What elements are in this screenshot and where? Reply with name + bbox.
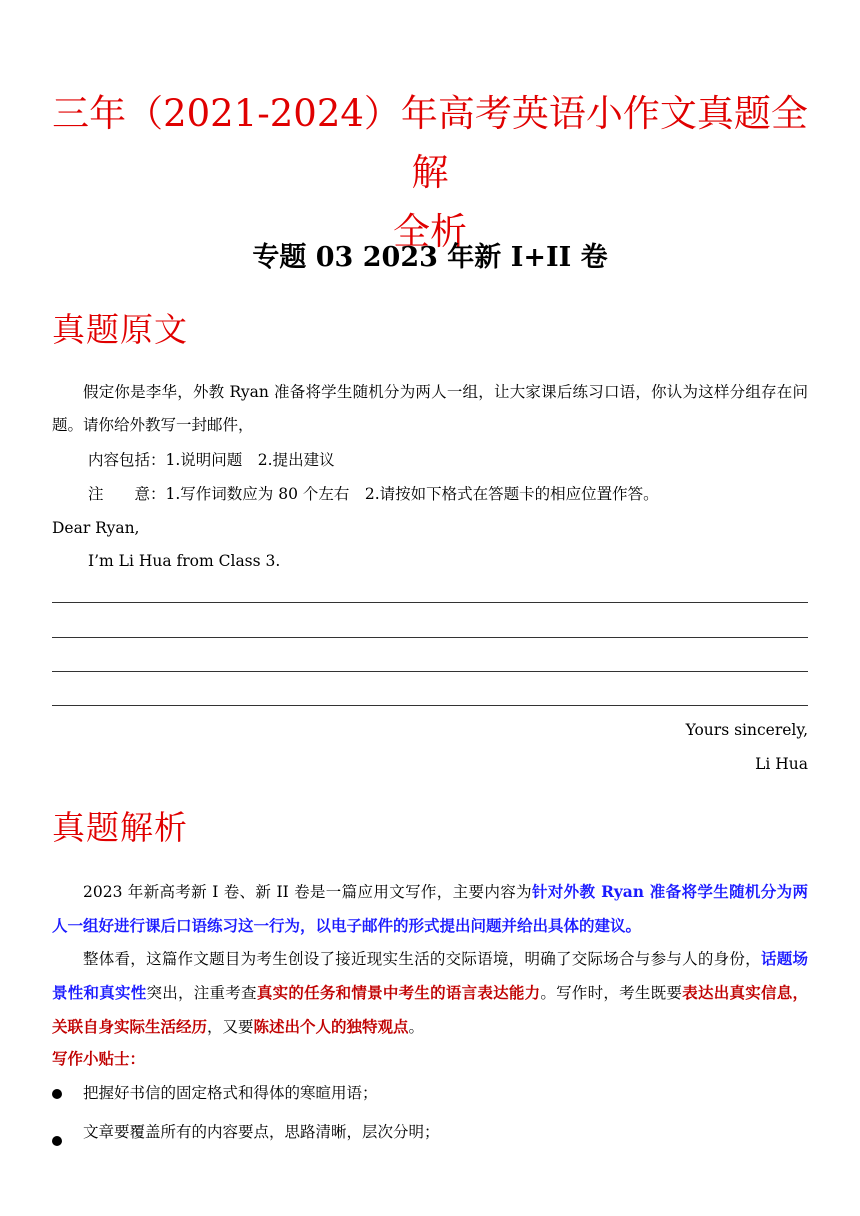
bullet-dot-icon bbox=[52, 1136, 62, 1146]
answer-line bbox=[52, 637, 808, 638]
analysis-p2-highlight-red: 陈述出个人的独特观点 bbox=[253, 1017, 409, 1036]
note-label: 注 意： bbox=[88, 485, 166, 503]
prompt-part-1: 假定你是李华，外教 Ryan 准备将学生随机分为两人一组，让大家课后练习口语，你认为这样分 bbox=[83, 383, 746, 401]
analysis-p2-highlight-blue: 话题场景性和真实性 bbox=[52, 949, 808, 1002]
analysis-p1-highlight: 针对外教 Ryan 准备将学生随机分为两人一组好进行课后口语练习这一行为，以电子邮件的形式提出问题并给出具体的建议。 bbox=[52, 882, 809, 935]
tip-text: 把握好书信的固定格式和得体的寒暄用语； bbox=[83, 1084, 378, 1102]
section-heading-original: 真题原文 bbox=[52, 310, 188, 349]
document-subtitle: 专题 03 2023 年新 I+II 卷 bbox=[252, 242, 608, 273]
title-line-2: 全析 bbox=[393, 210, 467, 253]
analysis-p2-text: 突出，注重考查 bbox=[146, 984, 257, 1002]
letter-signature: Li Hua bbox=[755, 755, 808, 773]
tip-text: 文章要覆盖所有的内容要点，思路清晰，层次分明； bbox=[83, 1123, 440, 1141]
analysis-p1-text: 2023 年新高考新 I 卷、新 II 卷是一篇应用文写作，主要内容为 bbox=[83, 883, 532, 901]
analysis-p2-text: 整体看，这篇作文题目为考生创设了接近现实生活的交际语境，明确了交际场合与参与人的身份， bbox=[83, 950, 761, 968]
letter-intro: I’m Li Hua from Class 3. bbox=[88, 552, 281, 570]
content-requirements: 内容包括：1.说明问题 2.提出建议 bbox=[88, 451, 335, 469]
answer-line bbox=[52, 602, 808, 603]
analysis-paragraph-1 bbox=[52, 875, 808, 943]
section-heading-analysis: 真题解析 bbox=[52, 808, 188, 847]
analysis-p2-highlight-red: 表达出真实信息，关联自身实际生活经历 bbox=[52, 983, 808, 1036]
title-line-1: 三年（2021-2024）年高考英语小作文真题全解 bbox=[52, 92, 808, 194]
prompt-paragraph bbox=[52, 376, 808, 442]
document-title bbox=[40, 84, 820, 261]
letter-closing: Yours sincerely, bbox=[685, 721, 808, 739]
letter-greeting: Dear Ryan, bbox=[52, 519, 140, 537]
note-text: 1.写作词数应为 80 个左右 2.请按如下格式在答题卡的相应位置作答。 bbox=[165, 485, 659, 503]
answer-line bbox=[52, 671, 808, 672]
writing-tips-label: 写作小贴士： bbox=[52, 1049, 146, 1068]
analysis-p2-highlight-red: 真实的任务和情景中考生的语言表达能力 bbox=[256, 983, 541, 1002]
bullet-dot-icon bbox=[52, 1089, 62, 1099]
analysis-p2-text: 。 bbox=[408, 1018, 425, 1036]
analysis-p2-text: 。写作时，考生既要 bbox=[540, 984, 683, 1002]
note-line bbox=[88, 478, 659, 511]
prompt-part-2: 组存在问题。请你给外教写一封邮件， bbox=[52, 383, 808, 434]
analysis-paragraph-2 bbox=[52, 942, 808, 1044]
answer-line bbox=[52, 705, 808, 706]
analysis-p2-text: ，又要 bbox=[207, 1018, 254, 1036]
